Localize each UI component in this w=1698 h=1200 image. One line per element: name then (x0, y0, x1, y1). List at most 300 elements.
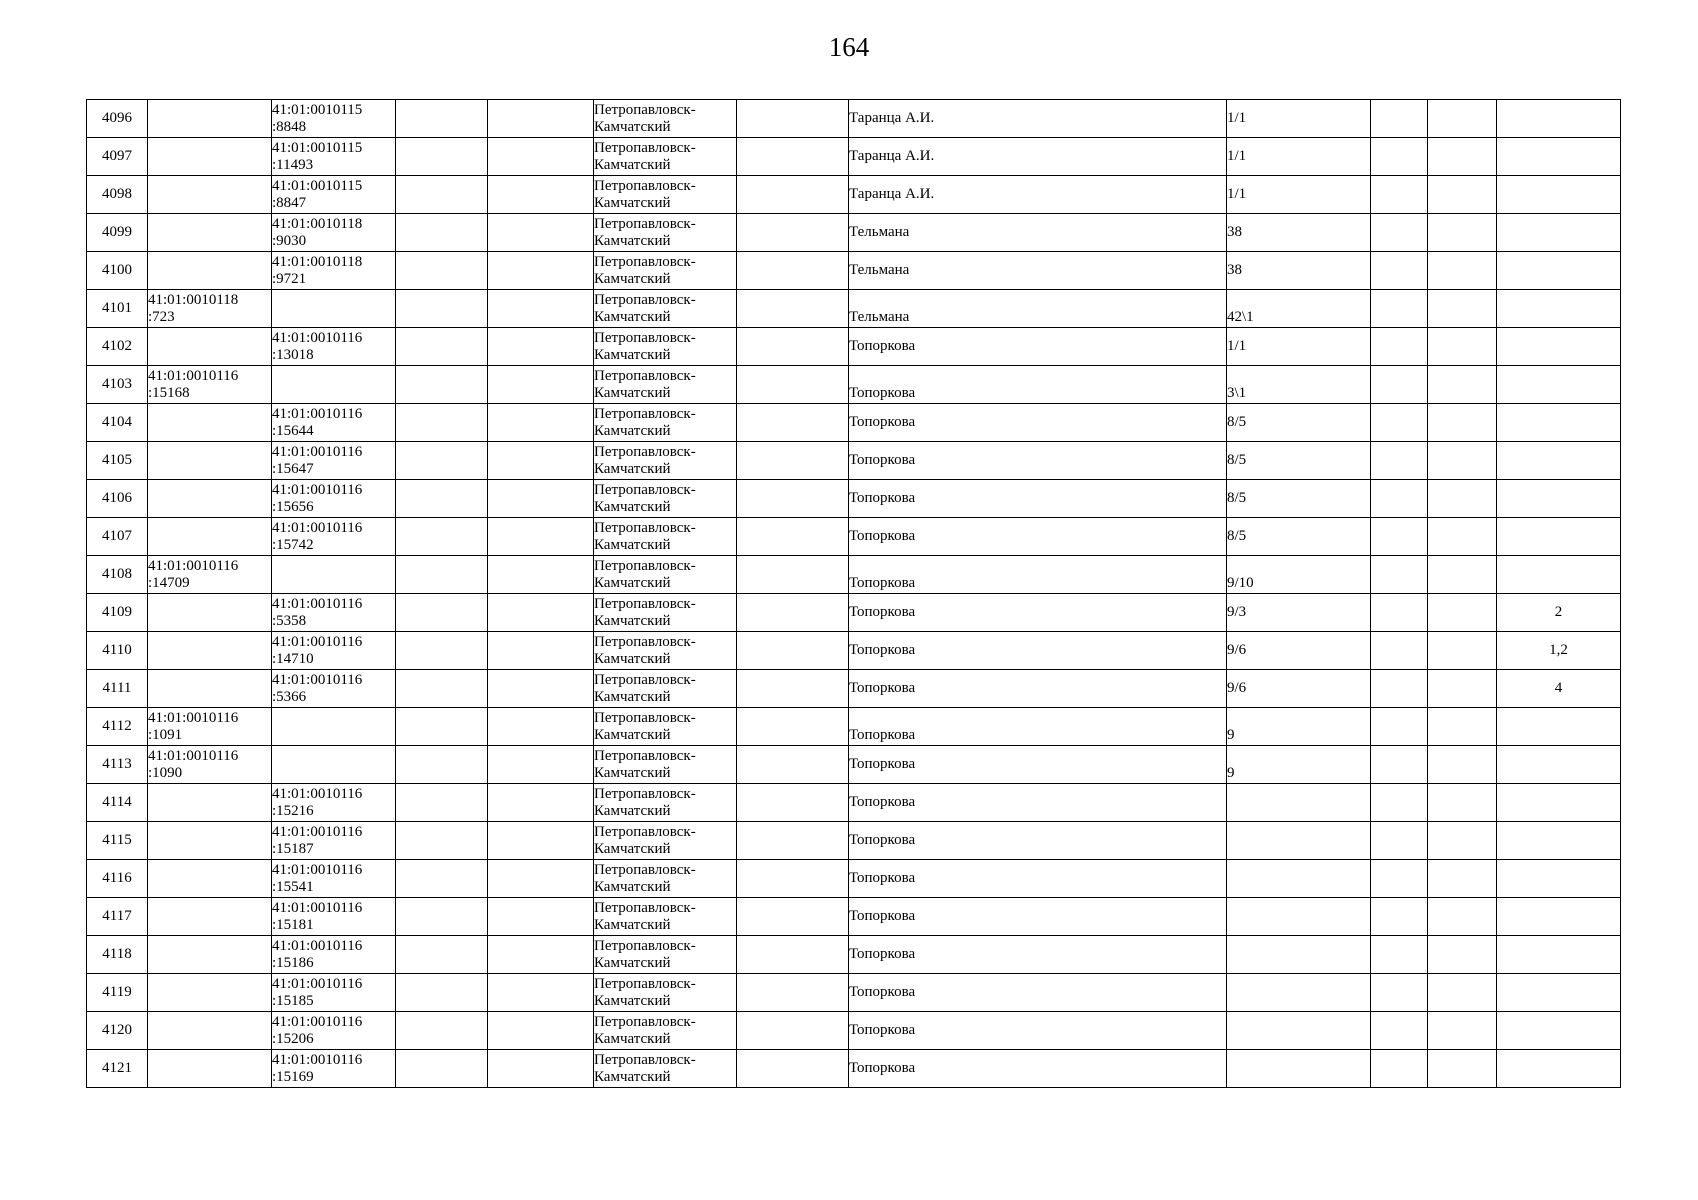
city-line2: Камчатский (594, 840, 671, 857)
house-cell (1227, 518, 1371, 556)
city-cell (594, 138, 737, 176)
street-cell (849, 176, 1227, 214)
row-number: 4110 (102, 642, 132, 658)
empty-cell (488, 822, 594, 860)
row-number-cell (87, 138, 148, 176)
flat-cell (1497, 556, 1621, 594)
empty-cell (1371, 1012, 1428, 1050)
empty-cell (488, 860, 594, 898)
flat-cell (1497, 328, 1621, 366)
house-cell (1227, 252, 1371, 290)
empty-cell (737, 936, 849, 974)
cadastral-number-a-cell (148, 442, 272, 480)
empty-cell (396, 784, 488, 822)
cadastral-number-b-cell (272, 518, 396, 556)
empty-cell (737, 556, 849, 594)
house-number: 9/6 (1227, 642, 1247, 658)
street-name: Топоркова (849, 870, 916, 886)
table-row (87, 100, 1621, 138)
cadastral-number-b-line1: 41:01:0010116 (272, 329, 363, 346)
street-cell (849, 366, 1227, 404)
empty-cell (737, 252, 849, 290)
cadastral-number-a-line1: 41:01:0010116 (148, 367, 239, 384)
city-cell (594, 670, 737, 708)
empty-cell (1428, 1050, 1497, 1088)
cadastral-number-b-line2: :15647 (272, 460, 314, 477)
empty-cell (488, 898, 594, 936)
table-row (87, 138, 1621, 176)
cadastral-number-b-cell (272, 328, 396, 366)
house-number: 8/5 (1227, 452, 1247, 468)
street-name: Тельмана (849, 262, 910, 278)
house-number: 1/1 (1227, 148, 1247, 164)
empty-cell (737, 1012, 849, 1050)
city-line1: Петропавловск- (594, 633, 696, 650)
cadastral-number-b-line1: 41:01:0010116 (272, 975, 363, 992)
cadastral-number-a-cell (148, 632, 272, 670)
cadastral-number-b-cell (272, 974, 396, 1012)
empty-cell (737, 974, 849, 1012)
cadastral-number-b-cell (272, 746, 396, 784)
cadastral-number-b-line2: :5358 (272, 612, 307, 629)
cadastral-number-b-line1: 41:01:0010116 (272, 671, 363, 688)
city-cell (594, 518, 737, 556)
street-name: Таранца А.И. (849, 186, 935, 202)
city-cell (594, 366, 737, 404)
street-name: Топоркова (849, 604, 916, 620)
row-number-cell (87, 746, 148, 784)
empty-cell (396, 632, 488, 670)
table-row (87, 328, 1621, 366)
flat-cell (1497, 974, 1621, 1012)
cadastral-number-a-cell (148, 898, 272, 936)
empty-cell (1428, 974, 1497, 1012)
empty-cell (396, 822, 488, 860)
row-number: 4116 (102, 870, 132, 886)
row-number: 4112 (102, 718, 132, 734)
empty-cell (1371, 252, 1428, 290)
city-line2: Камчатский (594, 1030, 671, 1047)
street-cell (849, 822, 1227, 860)
cadastral-number-b-line2: :15187 (272, 840, 314, 857)
empty-cell (1371, 290, 1428, 328)
empty-cell (488, 404, 594, 442)
flat-cell (1497, 480, 1621, 518)
house-number: 9/6 (1227, 680, 1247, 696)
city-cell (594, 632, 737, 670)
flat-cell (1497, 252, 1621, 290)
flat-cell (1497, 214, 1621, 252)
empty-cell (396, 518, 488, 556)
city-cell (594, 594, 737, 632)
cadastral-number-b-line2: :13018 (272, 346, 314, 363)
cadastral-number-a-cell (148, 214, 272, 252)
row-number-cell (87, 898, 148, 936)
empty-cell (737, 328, 849, 366)
cadastral-number-b-line1: 41:01:0010115 (272, 177, 363, 194)
house-cell (1227, 442, 1371, 480)
cadastral-number-b-cell (272, 898, 396, 936)
cadastral-number-b-line2: :15181 (272, 916, 314, 933)
empty-cell (1371, 632, 1428, 670)
empty-cell (488, 480, 594, 518)
house-cell (1227, 214, 1371, 252)
house-number: 9/10 (1227, 574, 1254, 591)
empty-cell (1428, 594, 1497, 632)
street-name: Тельмана (849, 224, 910, 240)
city-line2: Камчатский (594, 422, 671, 439)
empty-cell (396, 746, 488, 784)
table-row (87, 214, 1621, 252)
city-line1: Петропавловск- (594, 253, 696, 270)
table-row (87, 1012, 1621, 1050)
cadastral-number-b-line1: 41:01:0010116 (272, 823, 363, 840)
cadastral-number-b-cell (272, 100, 396, 138)
city-cell (594, 480, 737, 518)
empty-cell (1428, 214, 1497, 252)
city-line2: Камчатский (594, 612, 671, 629)
house-cell (1227, 1012, 1371, 1050)
row-number-cell (87, 632, 148, 670)
cadastral-number-b-line2: :9030 (272, 232, 307, 249)
empty-cell (1371, 974, 1428, 1012)
empty-cell (1428, 176, 1497, 214)
street-name: Топоркова (849, 908, 916, 924)
table-row (87, 708, 1621, 746)
cadastral-number-b-cell (272, 138, 396, 176)
flat-cell (1497, 442, 1621, 480)
cadastral-number-b-line2: :15169 (272, 1068, 314, 1085)
house-cell (1227, 176, 1371, 214)
empty-cell (488, 632, 594, 670)
cadastral-number-a-line1: 41:01:0010118 (148, 291, 239, 308)
street-name: Топоркова (849, 490, 916, 506)
city-line1: Петропавловск- (594, 823, 696, 840)
empty-cell (1371, 328, 1428, 366)
street-cell (849, 1012, 1227, 1050)
empty-cell (1428, 518, 1497, 556)
street-name: Топоркова (849, 574, 916, 591)
street-cell (849, 138, 1227, 176)
row-number: 4115 (102, 832, 132, 848)
empty-cell (396, 214, 488, 252)
cadastral-number-b-line2: :15185 (272, 992, 314, 1009)
row-number-cell (87, 290, 148, 328)
city-line2: Камчатский (594, 688, 671, 705)
cadastral-number-b-line1: 41:01:0010116 (272, 519, 363, 536)
empty-cell (1428, 404, 1497, 442)
city-line2: Камчатский (594, 954, 671, 971)
empty-cell (737, 1050, 849, 1088)
city-line2: Камчатский (594, 118, 671, 135)
cadastral-number-a-cell (148, 708, 272, 746)
row-number-cell (87, 936, 148, 974)
flat-number: 4 (1554, 680, 1563, 696)
table-row (87, 784, 1621, 822)
cadastral-number-a-cell (148, 936, 272, 974)
street-cell (849, 290, 1227, 328)
row-number: 4099 (102, 224, 132, 240)
empty-cell (737, 404, 849, 442)
city-line1: Петропавловск- (594, 291, 696, 308)
cadastral-number-a-cell (148, 974, 272, 1012)
empty-cell (396, 442, 488, 480)
house-number: 1/1 (1227, 338, 1247, 354)
row-number-cell (87, 860, 148, 898)
city-cell (594, 442, 737, 480)
cadastral-number-b-line1: 41:01:0010116 (272, 481, 363, 498)
table-row (87, 556, 1621, 594)
house-cell (1227, 898, 1371, 936)
street-cell (849, 594, 1227, 632)
empty-cell (1428, 138, 1497, 176)
street-name: Топоркова (849, 1060, 916, 1076)
city-cell (594, 404, 737, 442)
table-row (87, 404, 1621, 442)
city-line2: Камчатский (594, 650, 671, 667)
table-row (87, 746, 1621, 784)
city-line1: Петропавловск- (594, 443, 696, 460)
city-line2: Камчатский (594, 992, 671, 1009)
empty-cell (1428, 480, 1497, 518)
cadastral-number-b-line1: 41:01:0010116 (272, 443, 363, 460)
house-number: 9 (1227, 764, 1235, 781)
city-line2: Камчатский (594, 498, 671, 515)
empty-cell (396, 252, 488, 290)
row-number: 4105 (102, 452, 132, 468)
table-row (87, 670, 1621, 708)
city-cell (594, 290, 737, 328)
street-cell (849, 936, 1227, 974)
empty-cell (1428, 1012, 1497, 1050)
empty-cell (1371, 442, 1428, 480)
city-line1: Петропавловск- (594, 215, 696, 232)
street-name: Топоркова (849, 726, 916, 743)
flat-cell (1497, 670, 1621, 708)
empty-cell (396, 328, 488, 366)
empty-cell (396, 1050, 488, 1088)
empty-cell (1371, 1050, 1428, 1088)
city-line1: Петропавловск- (594, 671, 696, 688)
cadastral-number-a-cell (148, 328, 272, 366)
street-name: Топоркова (849, 642, 916, 658)
city-line1: Петропавловск- (594, 861, 696, 878)
cadastral-number-a-cell (148, 556, 272, 594)
empty-cell (1371, 404, 1428, 442)
empty-cell (1428, 822, 1497, 860)
row-number: 4097 (102, 148, 132, 164)
city-cell (594, 1012, 737, 1050)
empty-cell (396, 974, 488, 1012)
empty-cell (1371, 784, 1428, 822)
house-number: 8/5 (1227, 490, 1247, 506)
city-line1: Петропавловск- (594, 519, 696, 536)
cadastral-number-b-cell (272, 214, 396, 252)
cadastral-number-b-cell (272, 1012, 396, 1050)
street-cell (849, 632, 1227, 670)
cadastral-number-a-line1: 41:01:0010116 (148, 557, 239, 574)
empty-cell (488, 366, 594, 404)
city-line1: Петропавловск- (594, 899, 696, 916)
table-row (87, 290, 1621, 328)
street-cell (849, 974, 1227, 1012)
city-line2: Камчатский (594, 574, 671, 591)
city-line1: Петропавловск- (594, 139, 696, 156)
row-number-cell (87, 822, 148, 860)
street-cell (849, 860, 1227, 898)
cadastral-number-b-cell (272, 252, 396, 290)
house-cell (1227, 556, 1371, 594)
city-line1: Петропавловск- (594, 405, 696, 422)
street-cell (849, 898, 1227, 936)
city-line1: Петропавловск- (594, 1051, 696, 1068)
empty-cell (737, 176, 849, 214)
city-line2: Камчатский (594, 764, 671, 781)
street-name: Топоркова (849, 756, 916, 772)
cadastral-number-b-line2: :15541 (272, 878, 314, 895)
city-line1: Петропавловск- (594, 1013, 696, 1030)
table-row (87, 518, 1621, 556)
empty-cell (1371, 708, 1428, 746)
flat-cell (1497, 100, 1621, 138)
street-cell (849, 746, 1227, 784)
empty-cell (488, 708, 594, 746)
empty-cell (396, 936, 488, 974)
empty-cell (1428, 290, 1497, 328)
table-row (87, 252, 1621, 290)
cadastral-number-b-line2: :15186 (272, 954, 314, 971)
table-row (87, 480, 1621, 518)
empty-cell (488, 1012, 594, 1050)
row-number-cell (87, 252, 148, 290)
house-number: 8/5 (1227, 414, 1247, 430)
cadastral-number-b-cell (272, 176, 396, 214)
empty-cell (737, 860, 849, 898)
flat-cell (1497, 898, 1621, 936)
empty-cell (1428, 784, 1497, 822)
row-number-cell (87, 784, 148, 822)
empty-cell (488, 784, 594, 822)
empty-cell (1428, 252, 1497, 290)
house-cell (1227, 936, 1371, 974)
city-line2: Камчатский (594, 878, 671, 895)
cadastral-number-a-line1: 41:01:0010116 (148, 747, 239, 764)
empty-cell (737, 518, 849, 556)
empty-cell (1428, 328, 1497, 366)
row-number-cell (87, 1012, 148, 1050)
house-cell (1227, 290, 1371, 328)
city-cell (594, 176, 737, 214)
city-cell (594, 100, 737, 138)
empty-cell (1428, 100, 1497, 138)
cadastral-number-a-cell (148, 290, 272, 328)
city-line2: Камчатский (594, 916, 671, 933)
cadastral-number-b-cell (272, 480, 396, 518)
city-cell (594, 822, 737, 860)
row-number-cell (87, 594, 148, 632)
empty-cell (488, 594, 594, 632)
cadastral-number-a-line2: :1090 (148, 764, 183, 781)
empty-cell (396, 860, 488, 898)
street-name: Таранца А.И. (849, 110, 935, 126)
city-line1: Петропавловск- (594, 937, 696, 954)
house-cell (1227, 480, 1371, 518)
city-line1: Петропавловск- (594, 367, 696, 384)
empty-cell (1371, 556, 1428, 594)
cadastral-number-b-line2: :5366 (272, 688, 307, 705)
street-name: Топоркова (849, 528, 916, 544)
row-number-cell (87, 670, 148, 708)
city-cell (594, 860, 737, 898)
row-number: 4114 (102, 794, 132, 810)
empty-cell (737, 290, 849, 328)
cadastral-number-b-line2: :14710 (272, 650, 314, 667)
city-line2: Камчатский (594, 1068, 671, 1085)
cadastral-number-a-cell (148, 1012, 272, 1050)
empty-cell (488, 442, 594, 480)
cadastral-number-b-cell (272, 442, 396, 480)
cadastral-number-a-cell (148, 366, 272, 404)
cadastral-number-b-line2: :15216 (272, 802, 314, 819)
cadastral-number-b-line1: 41:01:0010116 (272, 937, 363, 954)
empty-cell (1428, 670, 1497, 708)
cadastral-number-b-line2: :9721 (272, 270, 307, 287)
row-number-cell (87, 518, 148, 556)
empty-cell (396, 176, 488, 214)
empty-cell (1428, 708, 1497, 746)
table-row (87, 822, 1621, 860)
row-number-cell (87, 708, 148, 746)
city-line2: Камчатский (594, 308, 671, 325)
house-number: 8/5 (1227, 528, 1247, 544)
cadastral-number-b-line2: :15644 (272, 422, 314, 439)
row-number: 4108 (102, 566, 132, 582)
cadastral-number-b-line2: :15656 (272, 498, 314, 515)
cadastral-number-b-line2: :8847 (272, 194, 307, 211)
street-cell (849, 214, 1227, 252)
street-name: Топоркова (849, 452, 916, 468)
street-name: Топоркова (849, 794, 916, 810)
city-line1: Петропавловск- (594, 557, 696, 574)
cadastral-number-b-line1: 41:01:0010116 (272, 785, 363, 802)
cadastral-number-b-cell (272, 708, 396, 746)
street-name: Топоркова (849, 680, 916, 696)
city-cell (594, 746, 737, 784)
empty-cell (488, 556, 594, 594)
empty-cell (1371, 936, 1428, 974)
cadastral-number-b-line1: 41:01:0010116 (272, 595, 363, 612)
empty-cell (737, 632, 849, 670)
empty-cell (1371, 518, 1428, 556)
cadastral-number-b-line1: 41:01:0010118 (272, 253, 363, 270)
table-body (87, 100, 1621, 1088)
house-number: 3\1 (1227, 384, 1247, 401)
street-cell (849, 328, 1227, 366)
empty-cell (737, 898, 849, 936)
city-line2: Камчатский (594, 194, 671, 211)
empty-cell (1428, 442, 1497, 480)
street-name: Топоркова (849, 414, 916, 430)
city-cell (594, 252, 737, 290)
street-cell (849, 100, 1227, 138)
row-number-cell (87, 442, 148, 480)
cadastral-number-a-cell (148, 100, 272, 138)
house-number: 1/1 (1227, 110, 1247, 126)
row-number-cell (87, 214, 148, 252)
empty-cell (737, 442, 849, 480)
row-number: 4106 (102, 490, 132, 506)
empty-cell (488, 746, 594, 784)
